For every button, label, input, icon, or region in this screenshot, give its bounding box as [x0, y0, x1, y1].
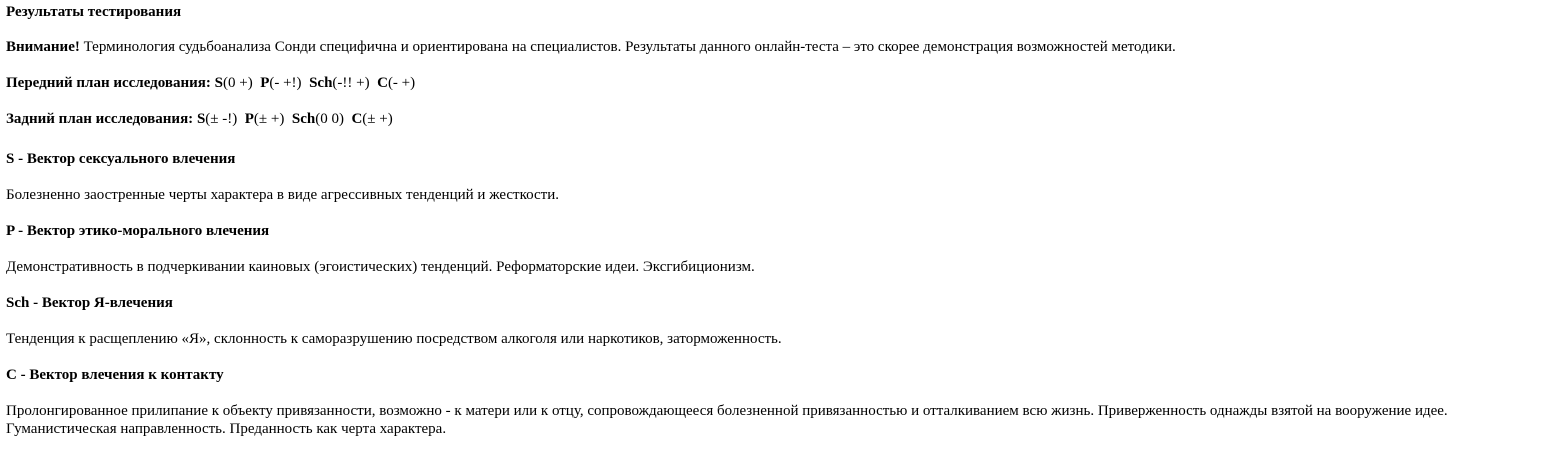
foreground-sch-value: (-!! +) [332, 75, 370, 91]
warning-paragraph [6, 38, 1176, 56]
warning-text: Терминология судьбоанализа Сонди специфична и ориентирована на специалистов. Результаты данного онлайн-теста – это скорее демонстрация возможностей методики. [79, 39, 1176, 55]
foreground-c-value: (- +) [387, 75, 416, 91]
vector-s-text: Болезненно заостренные черты характера в виде агрессивных тенденций и жесткости. [6, 187, 559, 203]
foreground-p-value: (- +!) [269, 75, 302, 91]
warning-label: Внимание! [6, 39, 80, 55]
page-title: Результаты тестирования [6, 4, 182, 20]
foreground-label: Передний план исследования: [6, 75, 211, 91]
foreground-sch-key: Sch [309, 75, 333, 91]
foreground-s-key: S [214, 75, 223, 91]
background-plan [6, 110, 393, 128]
vector-p-heading: P - Вектор этико-морального влечения [6, 223, 270, 239]
background-s-key: S [196, 111, 206, 127]
background-c-key: C [351, 111, 363, 127]
foreground-p-key: P [260, 75, 270, 91]
vector-c-text: Пролонгированное прилипание к объекту привязанности, возможно - к матери или к отцу, сопровождающееся болезненной привязанностью и отталкиванием всю жизнь. Приверженность однажды взятой на вооружение идее. Гуманистическая направленность. Преданность как черта характера. [6, 403, 1448, 437]
vector-s-heading: S - Вектор сексуального влечения [6, 151, 236, 167]
background-label: Задний план исследования: [6, 111, 194, 127]
foreground-s-value: (0 +) [222, 75, 253, 91]
background-c-value: (± +) [362, 111, 393, 127]
background-p-key: P [244, 111, 254, 127]
background-p-value: (± +) [253, 111, 285, 127]
foreground-c-key: C [377, 75, 388, 91]
vector-sch-text: Тенденция к расщеплению «Я», склонность к саморазрушению посредством алкоголя или наркотиков, заторможенность. [6, 331, 782, 347]
vector-p-text: Демонстративность в подчеркивании каиновых (эгоистических) тенденций. Реформаторские идеи. Эксгибиционизм. [6, 259, 755, 275]
background-sch-key: Sch [291, 111, 316, 127]
background-sch-value: (0 0) [315, 111, 344, 127]
vector-c-heading: C - Вектор влечения к контакту [6, 367, 224, 383]
vector-sch-heading: Sch - Вектор Я-влечения [6, 295, 173, 311]
background-s-value: (± -!) [205, 111, 238, 127]
foreground-plan [6, 74, 415, 92]
